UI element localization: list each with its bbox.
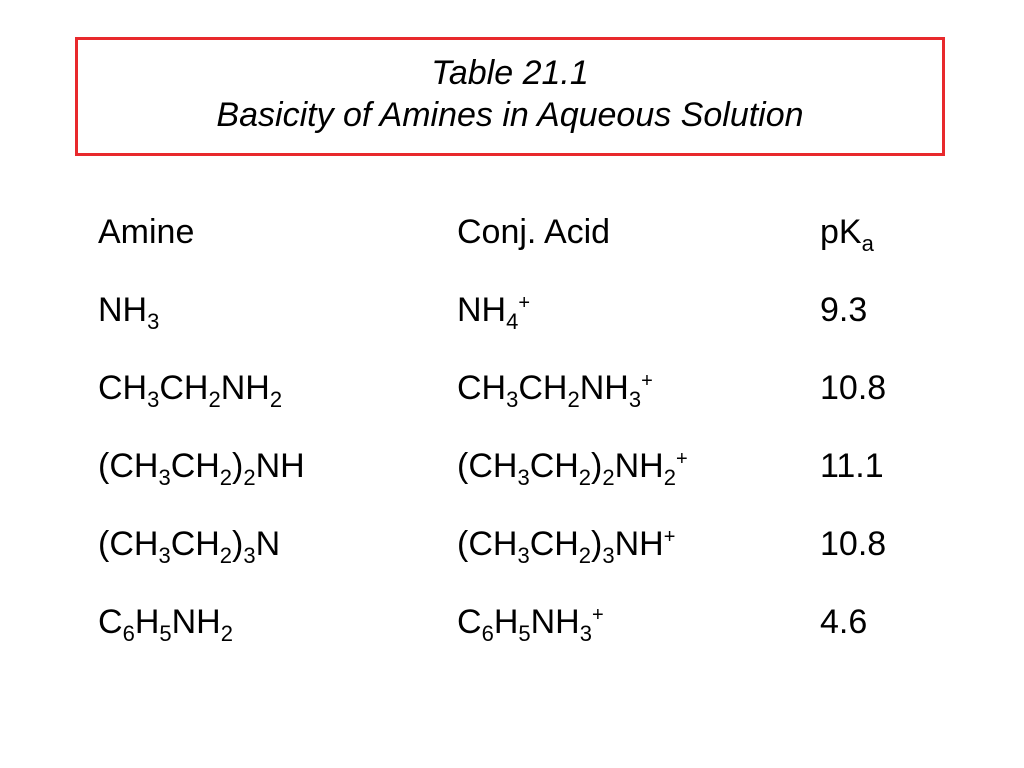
formula-text: (CH [457,447,518,485]
formula-text: ) [591,525,603,563]
superscript: + [641,370,653,392]
formula-text: CH [98,369,148,407]
formula-text: 10.8 [820,369,887,407]
subscript: 3 [628,387,642,412]
pka-cell [820,442,884,490]
formula-text: 9.3 [820,291,868,329]
formula-text: C [457,603,482,641]
formula-text: C [98,603,123,641]
conj-acid-cell [457,442,688,490]
subscript: 3 [147,387,160,412]
subscript: 3 [506,387,519,412]
table-number: Table 21.1 [431,54,589,92]
subscript: 2 [663,465,676,490]
pka-cell [820,598,867,646]
subscript: 2 [219,543,233,568]
formula-text: 4.6 [820,603,868,641]
table-caption: Basicity of Amines in Aqueous Solution [216,96,804,134]
amine-cell [98,442,305,490]
subscript: 3 [579,621,592,646]
conj-acid-cell [457,286,530,334]
subscript: 2 [243,465,256,490]
formula-text: NH [614,525,664,563]
subscript: 3 [517,465,530,490]
formula-text: NH [255,447,305,485]
subscript: 2 [578,543,592,568]
subscript: 3 [243,543,256,568]
amine-cell [98,364,282,412]
subscript: 2 [220,621,233,646]
header-pka [820,208,874,256]
formula-text: CH [518,369,568,407]
subscript: 2 [578,465,592,490]
formula-text: H [134,603,160,641]
formula-text: Conj. Acid [457,213,611,251]
subscript: 3 [147,309,160,334]
formula-text: 11.1 [820,447,884,485]
superscript: + [675,448,688,470]
table-title-box [75,37,945,156]
header-amine [98,208,194,256]
subscript: 5 [159,621,172,646]
subscript: 6 [481,621,494,646]
formula-text: (CH [98,447,159,485]
formula-text: ) [232,447,244,485]
subscript: 5 [518,621,531,646]
subscript: 4 [506,309,519,334]
subscript: 2 [567,387,580,412]
subscript: 2 [269,387,283,412]
subscript: a [861,231,874,256]
formula-text: NH [579,369,629,407]
conj-acid-cell [457,520,675,568]
formula-text: NH [614,447,664,485]
superscript: + [518,292,531,314]
subscript: 3 [158,543,171,568]
pka-cell [820,364,886,412]
pka-cell [820,520,886,568]
subscript: 2 [219,465,233,490]
pka-cell [820,286,867,334]
header-conj-acid [457,208,610,256]
formula-text: CH [170,525,220,563]
superscript: + [663,526,676,548]
formula-text: NH [98,291,148,329]
subscript: 6 [122,621,135,646]
superscript: + [591,604,604,626]
conj-acid-cell [457,364,653,412]
amine-cell [98,598,233,646]
subscript: 2 [602,465,615,490]
formula-text: 10.8 [820,525,887,563]
formula-text: N [255,525,281,563]
subscript: 3 [158,465,171,490]
subscript: 3 [602,543,615,568]
conj-acid-cell [457,598,604,646]
formula-text: NH [220,369,270,407]
formula-text: CH [457,369,507,407]
formula-text: H [493,603,519,641]
formula-text: NH [530,603,580,641]
amine-cell [98,286,159,334]
formula-text: CH [159,369,209,407]
formula-text: Amine [98,213,195,251]
formula-text: CH [529,447,579,485]
formula-text: ) [591,447,603,485]
formula-text: (CH [98,525,159,563]
subscript: 3 [517,543,530,568]
subscript: 2 [208,387,221,412]
formula-text: NH [171,603,221,641]
formula-text: pK [820,213,862,251]
formula-text: ) [232,525,244,563]
formula-text: CH [529,525,579,563]
formula-text: (CH [457,525,518,563]
formula-text: CH [170,447,220,485]
formula-text: NH [457,291,507,329]
amine-cell [98,520,280,568]
